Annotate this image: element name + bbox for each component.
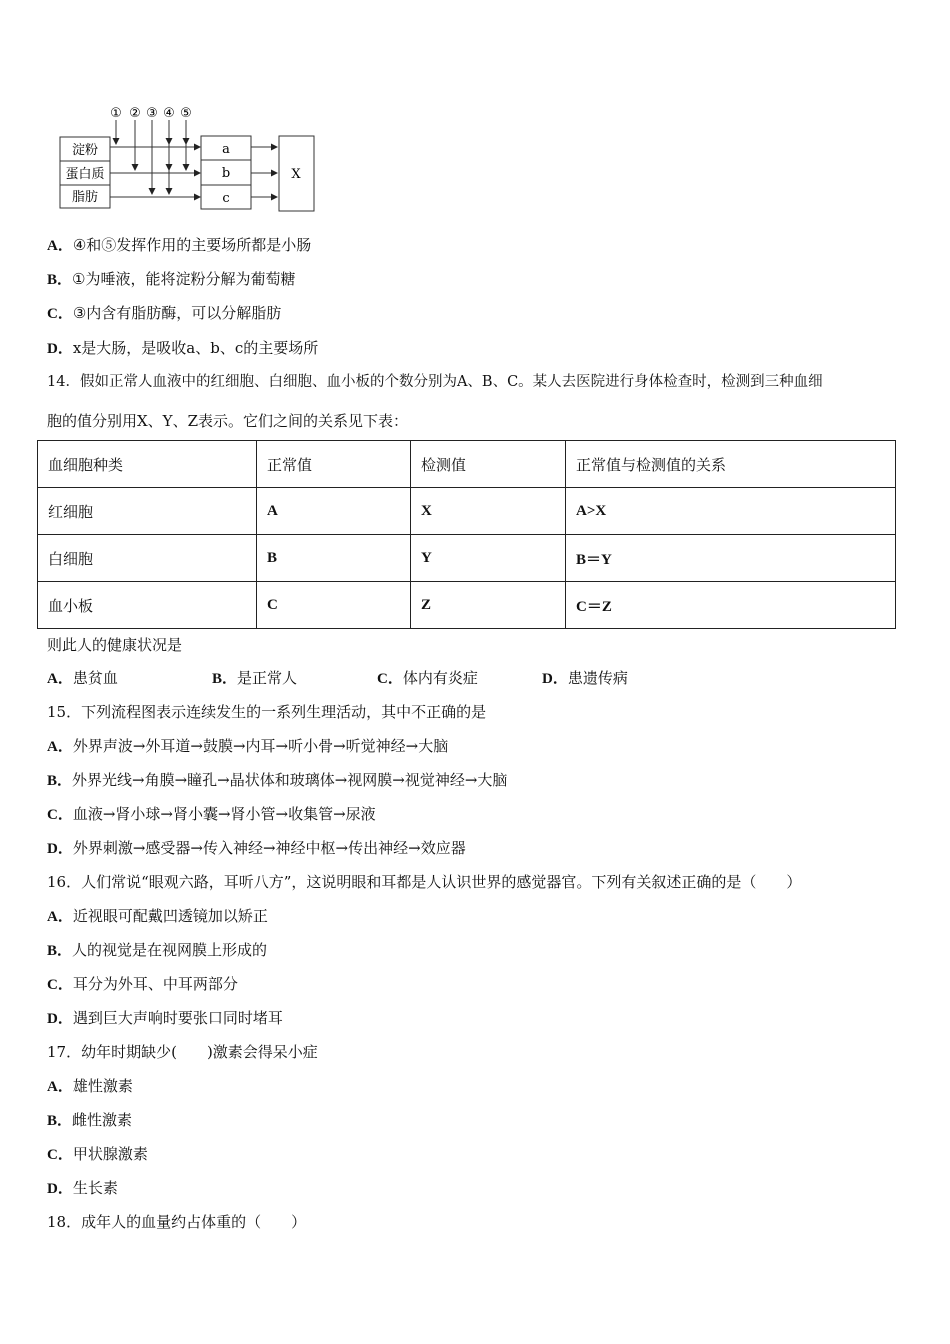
arrow-label-3: ③ [146,106,158,121]
table-cell: C＝Z [566,582,896,629]
digestion-diagram [55,100,320,215]
table-cell: Z [411,582,566,629]
q17-option-d: D．生长素 [47,1179,118,1197]
table-cell: 血小板 [38,582,257,629]
arrow-label-4: ④ [163,106,175,121]
q13-option-a: A．④和⑤发挥作用的主要场所都是小肠 [47,236,312,254]
target-x: X [291,167,301,182]
product-c: c [222,191,230,206]
q13-option-c: C．③内含有脂肪酶，可以分解脂肪 [47,304,282,322]
table-header-cell: 正常值与检测值的关系 [566,441,896,488]
table-cell: A [257,488,411,535]
table-cell: A>X [566,488,896,535]
table-header-cell: 血细胞种类 [38,441,257,488]
q16-option-b: B．人的视觉是在视网膜上形成的 [47,941,268,959]
table-cell: Y [411,535,566,582]
table-header-row [38,441,896,488]
table-header-cell: 正常值 [257,441,411,488]
q16-stem: 16．人们常说“眼观六路，耳听八方”，这说明眼和耳都是人认识世界的感觉器官。下列有关叙述正确的是（ ） [47,873,802,891]
q15-stem: 15．下列流程图表示连续发生的一系列生理活动，其中不正确的是 [47,703,487,721]
q17-option-b: B．雌性激素 [47,1111,133,1129]
table-row [38,582,896,629]
table-cell: 白细胞 [38,535,257,582]
arrow-label-2: ② [129,106,141,121]
q15-option-d: D．外界刺激→感受器→传入神经→神经中枢→传出神经→效应器 [47,839,466,857]
q14-question: 则此人的健康状况是 [47,636,183,654]
table-cell: B＝Y [566,535,896,582]
q14-option-a: A．患贫血 [47,669,118,687]
table-header-cell: 检测值 [411,441,566,488]
table-cell: B [257,535,411,582]
q13-option-d: D．x是大肠，是吸收a、b、c的主要场所 [47,339,319,357]
product-b: b [221,166,231,181]
arrow-label-1: ① [110,106,122,121]
table-row [38,488,896,535]
table-cell: C [257,582,411,629]
nutrient-fat: 脂肪 [71,190,99,205]
q16-option-a: A．近视眼可配戴凹透镜加以矫正 [47,907,268,925]
q13-option-b: B．①为唾液，能将淀粉分解为葡萄糖 [47,270,296,288]
q14-option-d: D．患遗传病 [542,669,628,687]
q14-stem-line1: 14．假如正常人血液中的红细胞、白细胞、血小板的个数分别为A、B、C。某人去医院进行身体检查时，检测到三种血细 [47,374,823,390]
q18-stem: 18．成年人的血量约占体重的（ ） [47,1213,307,1231]
q14-option-c: C．体内有炎症 [377,669,478,687]
q17-option-a: A．雄性激素 [47,1077,133,1095]
table-row [38,535,896,582]
q14-stem-line2: 胞的值分别用X、Y、Z表示。它们之间的关系见下表： [47,412,409,430]
q17-stem: 17．幼年时期缺少( )激素会得呆小症 [47,1043,318,1061]
blood-cell-table [37,440,896,629]
q16-option-c: C．耳分为外耳、中耳两部分 [47,975,238,993]
q15-option-b: B．外界光线→角膜→瞳孔→晶状体和玻璃体→视网膜→视觉神经→大脑 [47,771,508,789]
product-a: a [222,142,230,157]
table-cell: 红细胞 [38,488,257,535]
nutrient-starch: 淀粉 [71,143,99,158]
q14-option-b: B．是正常人 [212,669,298,687]
table-cell: X [411,488,566,535]
q16-option-d: D．遇到巨大声响时要张口同时堵耳 [47,1009,283,1027]
arrow-label-5: ⑤ [180,106,192,121]
q17-option-c: C．甲状腺激素 [47,1145,148,1163]
q15-option-c: C．血液→肾小球→肾小囊→肾小管→收集管→尿液 [47,805,376,823]
q15-option-a: A．外界声波→外耳道→鼓膜→内耳→听小骨→听觉神经→大脑 [47,737,449,755]
nutrient-protein: 蛋白质 [65,167,105,182]
